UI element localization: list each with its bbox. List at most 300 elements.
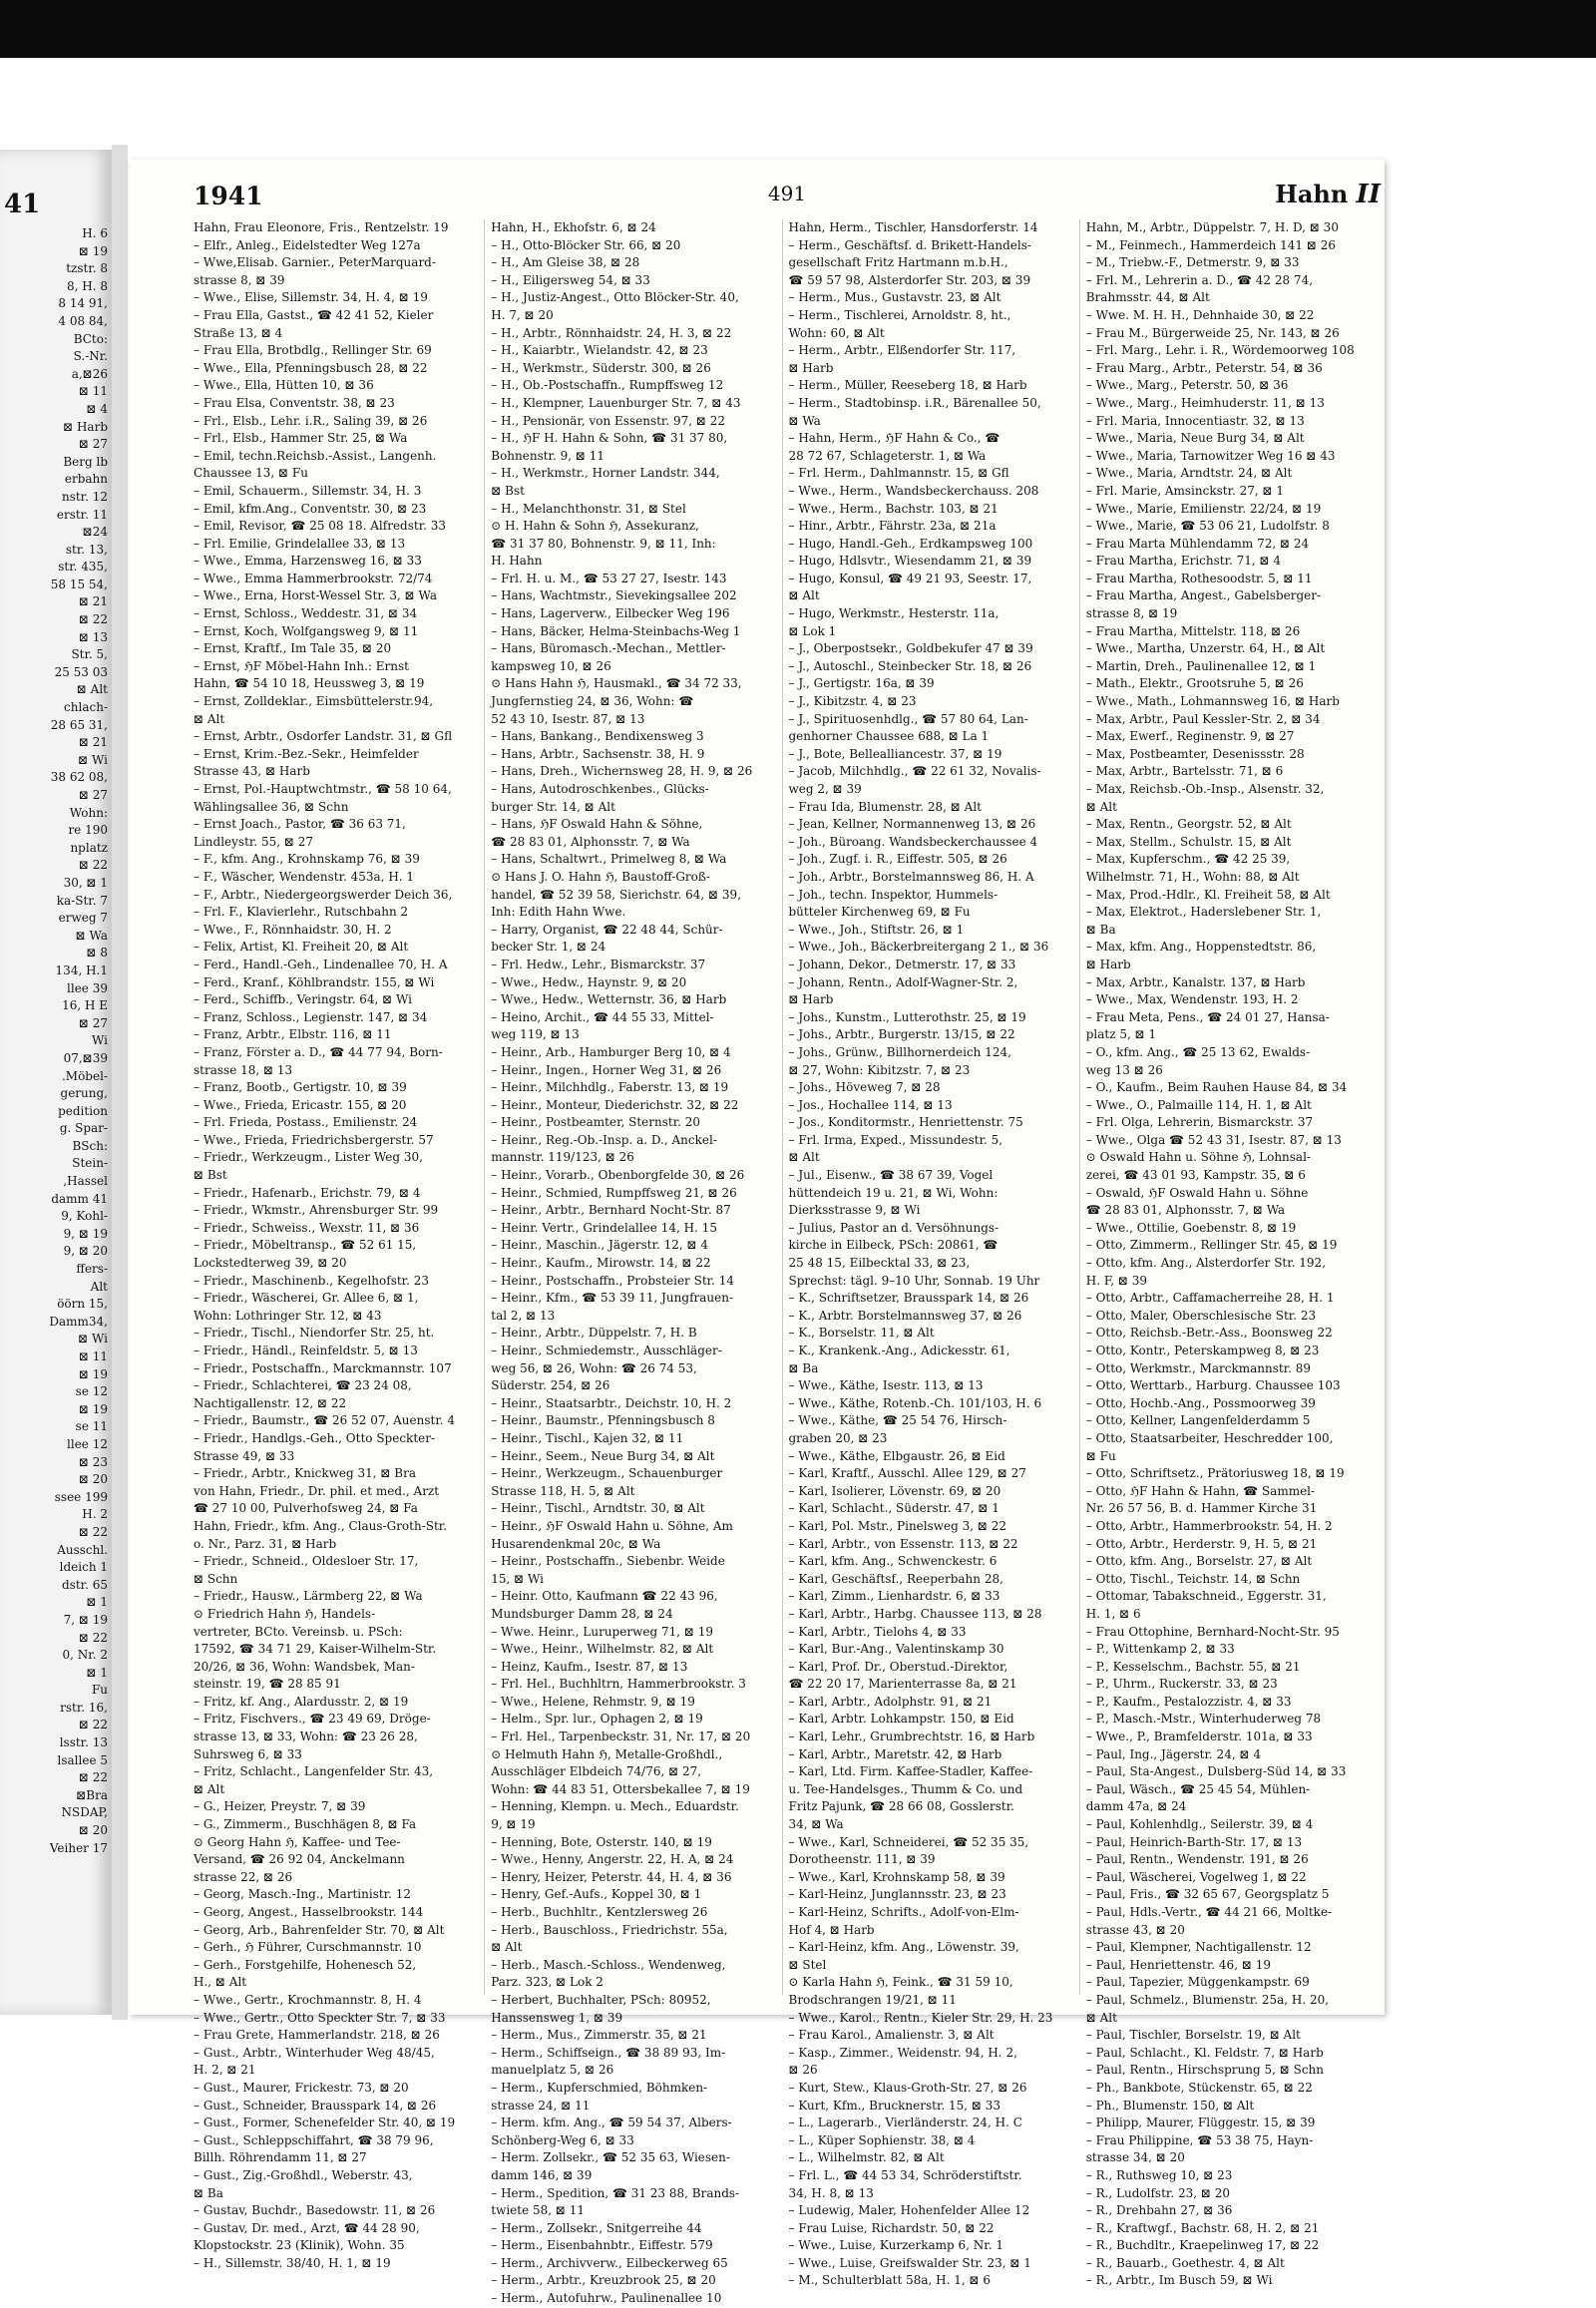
fragment-line: ⊠ Wa bbox=[75, 928, 108, 943]
directory-entry: – H., Klempner, Lauenburger Str. 7, ⊠ 43 bbox=[491, 395, 741, 410]
directory-entry: – Wwe,Elisab. Garnier., PeterMarquard- bbox=[194, 255, 436, 270]
directory-entry: – K., Schriftsetzer, Brausspark 14, ⊠ 26 bbox=[788, 1291, 1029, 1306]
directory-entry: – H., Kaiarbtr., Wielandstr. 42, ⊠ 23 bbox=[491, 343, 708, 358]
directory-entry: – Paul, Klempner, Nachtigallenstr. 12 bbox=[1085, 1940, 1312, 1955]
fragment-line: ⊠ 21 bbox=[78, 594, 108, 609]
header-year: 1941 bbox=[194, 182, 263, 210]
directory-entry: – Gust., Former, Schenefelder Str. 40, ⊠ 19 bbox=[194, 2116, 456, 2130]
fragment-line: NSDAP, bbox=[61, 1805, 108, 1820]
fragment-line: erstr. 11 bbox=[56, 507, 108, 522]
directory-entry: – Friedr., Möbeltransp., ☎ 52 61 15, bbox=[194, 1238, 417, 1253]
directory-entry: – Jos., Hochallee 114, ⊠ 13 bbox=[788, 1097, 953, 1112]
directory-entry: – Hans, Schaltwrt., Primelweg 8, ⊠ Wa bbox=[491, 852, 727, 867]
directory-entry: ⊠ 27, Wohn: Kibitzstr. 7, ⊠ 23 bbox=[788, 1062, 971, 1077]
directory-entry: – Hugo, Werkmstr., Hesterstr. 11a, bbox=[788, 606, 999, 621]
directory-entry: – Wwe., Frieda, Friedrichsbergerstr. 57 bbox=[194, 1132, 434, 1147]
directory-entry: zerei, ☎ 43 01 93, Kampstr. 35, ⊠ 6 bbox=[1085, 1168, 1306, 1183]
directory-entry: – Emil, techn.Reichsb.-Assist., Langenh. bbox=[194, 448, 437, 463]
directory-entry: Bohnenstr. 9, ⊠ 11 bbox=[491, 448, 605, 463]
directory-entry: ⊙ Friedrich Hahn ℌ, Handels- bbox=[194, 1606, 376, 1621]
fragment-line: ⊠ 1 bbox=[86, 1595, 108, 1610]
directory-entry: – Otto, kfm. Ang., Borselstr. 27, ⊠ Alt bbox=[1085, 1554, 1313, 1569]
directory-entry: – Friedr., Tischl., Niendorfer Str. 25, ht. bbox=[194, 1326, 435, 1341]
fragment-line: Ausschl. bbox=[57, 1542, 108, 1557]
directory-entry: ⊠ Ba bbox=[194, 2185, 223, 2200]
directory-entry: – Paul, Schlacht., Kl. Feldstr. 7, ⊠ Harb bbox=[1085, 2045, 1324, 2060]
directory-entry: ⊠ Wa bbox=[788, 413, 821, 428]
directory-entry: – Karl, Bur.-Ang., Valentinskamp 30 bbox=[788, 1642, 1004, 1657]
directory-entry: – Friedr., Postschaffn., Marckmannstr. 107 bbox=[194, 1360, 452, 1375]
directory-entry: – Otto, Reichsb.-Betr.-Ass., Boonsweg 22 bbox=[1085, 1326, 1333, 1341]
directory-entry: – Herm., Schiffseign., ☎ 38 89 93, Im- bbox=[491, 2045, 726, 2060]
directory-entry: – R., Ruthsweg 10, ⊠ 23 bbox=[1085, 2167, 1233, 2182]
directory-entry: twiete 58, ⊠ 11 bbox=[491, 2203, 586, 2218]
directory-entry: ⊠ Ba bbox=[1085, 922, 1116, 937]
directory-entry: – Heinr., Baumstr., Pfenningsbusch 8 bbox=[491, 1413, 715, 1428]
directory-entry: – Wwe., Marie, Emilienstr. 22/24, ⊠ 19 bbox=[1085, 501, 1322, 516]
directory-entry: – Wwe., Herm., Wandsbeckerchauss. 208 bbox=[788, 483, 1039, 498]
directory-entry: Hanssensweg 1, ⊠ 39 bbox=[491, 2010, 623, 2025]
directory-entry: – Wwe., Emma, Harzensweg 16, ⊠ 33 bbox=[194, 554, 422, 569]
directory-entry: ⊠ Alt bbox=[491, 1940, 523, 1955]
directory-entry: – Friedr., Arbtr., Knickweg 31, ⊠ Bra bbox=[194, 1466, 416, 1481]
directory-entry: – Herm., Tischlerei, Arnoldstr. 8, ht., bbox=[788, 307, 1011, 322]
directory-entry: – Wwe., Käthe, ☎ 25 54 76, Hirsch- bbox=[788, 1413, 1007, 1428]
directory-entry: – Hans, ℌF Oswald Hahn & Söhne, bbox=[491, 817, 703, 832]
directory-entry: – Frau M., Bürgerweide 25, Nr. 143, ⊠ 26 bbox=[1085, 325, 1340, 340]
directory-entry: – Wwe., Math., Lohmannsweg 16, ⊠ Harb bbox=[1085, 694, 1340, 709]
directory-entry: – Otto, Werttarb., Harburg. Chaussee 103 bbox=[1085, 1378, 1341, 1393]
directory-entry: – Wwe., Joh., Bäckerbreitergang 2 1., ⊠ 36 bbox=[788, 940, 1049, 955]
fragment-line: ⊠Bra bbox=[76, 1787, 108, 1802]
directory-entry: mannstr. 119/123, ⊠ 26 bbox=[491, 1150, 634, 1165]
directory-entry: – Frl. Marg., Lehr. i. R., Wördemoorweg 108 bbox=[1085, 343, 1355, 358]
previous-page-lines bbox=[0, 225, 112, 1857]
directory-entry: – R., Drehbahn 27, ⊠ 36 bbox=[1085, 2203, 1233, 2218]
directory-entry: ⊙ Karla Hahn ℌ, Feink., ☎ 31 59 10, bbox=[788, 1975, 1013, 1990]
directory-entry: – Max, Ewerf., Reginenstr. 9, ⊠ 27 bbox=[1085, 729, 1295, 744]
directory-entry: Hahn, Herm., Tischler, Hansdorferstr. 14 bbox=[788, 220, 1038, 234]
directory-entry: – Herm., Stadtobinsp. i.R., Bärenallee 50, bbox=[788, 395, 1041, 410]
directory-entry: – J., Spirituosenhdlg., ☎ 57 80 64, Lan- bbox=[788, 711, 1028, 726]
directory-entry: – P., Wittenkamp 2, ⊠ 33 bbox=[1085, 1642, 1235, 1657]
directory-entry: – Friedr., Schweiss., Wexstr. 11, ⊠ 36 bbox=[194, 1220, 420, 1235]
directory-entry: Hahn, ☎ 54 10 18, Heussweg 3, ⊠ 19 bbox=[194, 676, 425, 691]
directory-entry: ⊙ Helmuth Hahn ℌ, Metalle-Großhdl., bbox=[491, 1746, 723, 1761]
fragment-line: ⊠ 11 bbox=[78, 384, 108, 399]
directory-entry: – Wwe., Elise, Sillemstr. 34, H. 4, ⊠ 19 bbox=[194, 290, 428, 305]
directory-entry: – Wwe., Frieda, Ericastr. 155, ⊠ 20 bbox=[194, 1097, 407, 1112]
fragment-line: 16, H E bbox=[62, 998, 108, 1013]
directory-entry: Nr. 26 57 56, B. d. Hammer Kirche 31 bbox=[1085, 1501, 1318, 1516]
directory-entry: – Wwe., O., Palmaille 114, H. 1, ⊠ Alt bbox=[1085, 1097, 1312, 1112]
directory-entry: steinstr. 19, ☎ 28 85 91 bbox=[194, 1677, 341, 1692]
directory-entry: – Hinr., Arbtr., Fährstr. 23a, ⊠ 21a bbox=[788, 519, 997, 534]
directory-entry: ⊙ Oswald Hahn u. Söhne ℌ, Lohnsal- bbox=[1085, 1150, 1311, 1165]
directory-entry: – J., Oberpostsekr., Goldbekufer 47 ⊠ 39 bbox=[788, 641, 1033, 656]
fragment-line: ⊠ Alt bbox=[76, 682, 108, 697]
directory-entry: – Ernst, Schloss., Weddestr. 31, ⊠ 34 bbox=[194, 606, 418, 621]
fragment-line: ffers- bbox=[76, 1262, 108, 1277]
directory-entry: – Wwe., Heinr., Wilhelmstr. 82, ⊠ Alt bbox=[491, 1642, 714, 1657]
directory-entry: – Johs., Grünw., Billhornerdeich 124, bbox=[788, 1044, 1011, 1059]
directory-entry: – Herb., Masch.-Schloss., Wendenweg, bbox=[491, 1957, 726, 1972]
fragment-line: ⊠ 22 bbox=[78, 1630, 108, 1645]
directory-entry: – Wwe., Hedw., Wetternstr. 36, ⊠ Harb bbox=[491, 992, 727, 1007]
directory-entry: – M., Feinmech., Hammerdeich 141 ⊠ 26 bbox=[1085, 237, 1336, 252]
directory-entry: – Wwe., Ella, Hütten 10, ⊠ 36 bbox=[194, 378, 374, 393]
directory-entry: – Heinr., Arbtr., Düppelstr. 7, H. B bbox=[491, 1326, 697, 1341]
directory-entry: – Oswald, ℌF Oswald Hahn u. Söhne bbox=[1085, 1185, 1309, 1200]
directory-entry: H. Hahn bbox=[491, 554, 543, 569]
fragment-line: ⊠ 4 bbox=[86, 401, 108, 416]
directory-entry: – Friedr., Schlachterei, ☎ 23 24 08, bbox=[194, 1378, 412, 1393]
directory-entry: – Wwe., Karl, Krohnskamp 58, ⊠ 39 bbox=[788, 1869, 1005, 1884]
directory-entry: – Frau Luise, Richardstr. 50, ⊠ 22 bbox=[788, 2220, 995, 2235]
directory-entry: – Heinr., Kaufm., Mirowstr. 14, ⊠ 22 bbox=[491, 1256, 711, 1271]
directory-entry: – Karl, Ltd. Firm. Kaffee-Stadler, Kaffee- bbox=[788, 1764, 1033, 1779]
directory-entry: – Paul, Sta-Angest., Dulsberg-Süd 14, ⊠ 33 bbox=[1085, 1764, 1347, 1779]
directory-entry: – Philipp, Maurer, Flüggestr. 15, ⊠ 39 bbox=[1085, 2116, 1316, 2130]
directory-entry: ⊠ 26 bbox=[788, 2063, 818, 2078]
directory-entry: – Joh., Zugf. i. R., Eiffestr. 505, ⊠ 26 bbox=[788, 852, 1007, 867]
directory-entry: ⊠ Lok 1 bbox=[788, 623, 837, 638]
directory-entry: – Heinr., Seem., Neue Burg 34, ⊠ Alt bbox=[491, 1448, 715, 1463]
directory-entry: – Wwe., Gertr., Otto Speckter Str. 7, ⊠ 33 bbox=[194, 2010, 446, 2025]
column-2 bbox=[491, 219, 782, 2306]
directory-entry: strasse 8, ⊠ 19 bbox=[1085, 606, 1178, 621]
page-number: 491 bbox=[767, 182, 807, 205]
directory-entry: – Wwe., Martha, Unzerstr. 64, H., ⊠ Alt bbox=[1085, 641, 1326, 656]
directory-entry: – Herb., Buchhltr., Kentzlersweg 26 bbox=[491, 1905, 708, 1919]
directory-entry: – Wwe. Heinr., Luruperweg 71, ⊠ 19 bbox=[491, 1624, 713, 1639]
fragment-line: ⊠ Harb bbox=[63, 419, 108, 434]
directory-entry: – Franz, Förster a. D., ☎ 44 77 94, Born- bbox=[194, 1044, 443, 1059]
fragment-line: lsallee 5 bbox=[57, 1752, 108, 1767]
directory-entry: – Frau Philippine, ☎ 53 38 75, Hayn- bbox=[1085, 2132, 1314, 2147]
directory-entry: – Hans, Wachtmstr., Sievekingsallee 202 bbox=[491, 588, 737, 603]
directory-entry: Hahn, Frau Eleonore, Fris., Rentzelstr. 19 bbox=[194, 220, 449, 234]
directory-entry: ⊙ H. Hahn & Sohn ℌ, Assekuranz, bbox=[491, 519, 699, 534]
directory-entry: ☎ 22 20 17, Marienterrasse 8a, ⊠ 21 bbox=[788, 1677, 1017, 1692]
directory-entry: – Friedr., Wkmstr., Ahrensburger Str. 99 bbox=[194, 1203, 439, 1218]
directory-entry: – Hans, Bäcker, Helma-Steinbachs-Weg 1 bbox=[491, 623, 741, 638]
directory-entry: weg 119, ⊠ 13 bbox=[491, 1027, 580, 1042]
directory-entry: – Heinr., Milchhdlg., Faberstr. 13, ⊠ 19 bbox=[491, 1080, 729, 1095]
previous-page-year-fragment: 41 bbox=[4, 190, 41, 219]
fragment-line: erweg 7 bbox=[58, 911, 108, 926]
directory-entry: – H., Werkmstr., Horner Landstr. 344, bbox=[491, 466, 720, 481]
directory-entry: ☎ 28 83 01, Alphonsstr. 7, ⊠ Wa bbox=[491, 834, 690, 849]
directory-entry: – M., Schulterblatt 58a, H. 1, ⊠ 6 bbox=[788, 2273, 991, 2288]
fragment-line: ⊠ 1 bbox=[86, 1665, 108, 1680]
directory-entry: – Helm., Spr. lur., Ophagen 2, ⊠ 19 bbox=[491, 1712, 703, 1727]
directory-entry: – Hugo, Handl.-Geh., Erdkampsweg 100 bbox=[788, 536, 1033, 551]
directory-entry: 25 48 15, Eilbecktal 33, ⊠ 23, bbox=[788, 1256, 971, 1271]
directory-entry: – P., Masch.-Mstr., Winterhuderweg 78 bbox=[1085, 1712, 1322, 1727]
fragment-line: 07,⊠39 bbox=[63, 1050, 108, 1065]
directory-entry: – Karl, Kraftf., Ausschl. Allee 129, ⊠ 27 bbox=[788, 1466, 1026, 1481]
directory-entry: – Gust., Maurer, Frickestr. 73, ⊠ 20 bbox=[194, 2080, 409, 2095]
directory-entry: – Herm. Zollsekr., ☎ 52 35 63, Wiesen- bbox=[491, 2150, 730, 2165]
directory-entry: – Karl, Arbtr., Tielohs 4, ⊠ 33 bbox=[788, 1624, 967, 1639]
directory-entry: – Frl. L., ☎ 44 53 34, Schröderstiftstr. bbox=[788, 2167, 1022, 2182]
directory-entry: – Frau Ottophine, Bernhard-Nocht-Str. 95 bbox=[1085, 1624, 1340, 1639]
directory-entry: – H., Eiligersweg 54, ⊠ 33 bbox=[491, 272, 650, 287]
directory-entry: ⊙ Georg Hahn ℌ, Kaffee- und Tee- bbox=[194, 1834, 401, 1849]
directory-entry: – Frl. Marie, Amsinckstr. 27, ⊠ 1 bbox=[1085, 483, 1285, 498]
directory-entry: – Ottomar, Tabakschneid., Eggerstr. 31, bbox=[1085, 1589, 1327, 1604]
directory-entry: – Paul, Rentn., Hirschsprung 5, ⊠ Schn bbox=[1085, 2063, 1325, 2078]
directory-entry: – Frl. Hel., Tarpenbeckstr. 31, Nr. 17, ⊠ 20 bbox=[491, 1730, 751, 1744]
fragment-line: Fu bbox=[91, 1683, 108, 1698]
directory-entry: – Heinr. Otto, Kaufmann ☎ 22 43 96, bbox=[491, 1589, 718, 1604]
fragment-line: a,⊠26 bbox=[71, 366, 108, 381]
directory-entry: – Wwe., Karl, Schneiderei, ☎ 52 35 35, bbox=[788, 1834, 1029, 1849]
directory-entry: – Herm., Müller, Reeseberg 18, ⊠ Harb bbox=[788, 378, 1027, 393]
fragment-line: gerung, bbox=[60, 1086, 108, 1101]
directory-entry: manuelplatz 5, ⊠ 26 bbox=[491, 2063, 614, 2078]
directory-entry: – H., Melanchthonstr. 31, ⊠ Stel bbox=[491, 501, 686, 516]
directory-entry: – Hugo, Hdlsvtr., Wiesendamm 21, ⊠ 39 bbox=[788, 554, 1032, 569]
directory-entry: ⊙ Hans Hahn ℌ, Hausmakl., ☎ 34 72 33, bbox=[491, 676, 742, 691]
directory-entry: – Henry, Gef.-Aufs., Koppel 30, ⊠ 1 bbox=[491, 1887, 702, 1902]
directory-entry: – Henry, Heizer, Peterstr. 44, H. 4, ⊠ 36 bbox=[491, 1869, 732, 1884]
directory-entry: ⊠ Alt bbox=[194, 711, 225, 726]
directory-entry: – Fritz, kf. Ang., Alardusstr. 2, ⊠ 19 bbox=[194, 1694, 409, 1709]
fragment-line: ⊠ 8 bbox=[86, 946, 108, 961]
directory-entry: – Otto, Schriftsetz., Prätoriusweg 18, ⊠ 19 bbox=[1085, 1466, 1345, 1481]
directory-entry: von Hahn, Friedr., Dr. phil. et med., Arzt bbox=[194, 1483, 440, 1498]
directory-entry: – Julius, Pastor an d. Versöhnungs- bbox=[788, 1220, 999, 1235]
directory-entry: – Otto, Zimmerm., Rellinger Str. 45, ⊠ 19 bbox=[1085, 1238, 1338, 1253]
directory-entry: 28 72 67, Schlageterstr. 1, ⊠ Wa bbox=[788, 448, 987, 463]
directory-entry: – O., kfm. Ang., ☎ 25 13 62, Ewalds- bbox=[1085, 1044, 1311, 1059]
directory-entry: ⊠ Alt bbox=[1085, 799, 1117, 814]
directory-entry: – Paul, Kohlenhdlg., Seilerstr. 39, ⊠ 4 bbox=[1085, 1817, 1314, 1832]
directory-entry: weg 56, ⊠ 26, Wohn: ☎ 26 74 53, bbox=[491, 1360, 697, 1375]
previous-page-fragment bbox=[0, 150, 115, 2015]
directory-entry: Straße 13, ⊠ 4 bbox=[194, 325, 283, 340]
directory-entry: – Max, Prod.-Hdlr., Kl. Freiheit 58, ⊠ Alt bbox=[1085, 887, 1331, 902]
directory-entry: ⊠ Stel bbox=[788, 1957, 827, 1972]
directory-entry: – Frl. Emilie, Grindelallee 33, ⊠ 13 bbox=[194, 536, 406, 551]
directory-entry: – Gustav, Buchdr., Basedowstr. 11, ⊠ 26 bbox=[194, 2203, 436, 2218]
directory-entry: Hof 4, ⊠ Harb bbox=[788, 1922, 875, 1937]
directory-entry: – Hans, Dreh., Wichernsweg 28, H. 9, ⊠ 26 bbox=[491, 764, 753, 779]
directory-entry: – Wwe., Ottilie, Goebenstr. 8, ⊠ 19 bbox=[1085, 1220, 1297, 1235]
directory-entry: – Frl. F., Klavierlehr., Rutschbahn 2 bbox=[194, 905, 409, 920]
directory-entry: – Karl, Zimm., Lienhardstr. 6, ⊠ 33 bbox=[788, 1589, 1000, 1604]
directory-entry: – R., Arbtr., Im Busch 59, ⊠ Wi bbox=[1085, 2273, 1273, 2288]
directory-entry: – L., Wilhelmstr. 82, ⊠ Alt bbox=[788, 2150, 945, 2165]
fragment-line: 9, ⊠ 19 bbox=[63, 1226, 108, 1241]
directory-entry: – Wwe., Erna, Horst-Wessel Str. 3, ⊠ Wa bbox=[194, 588, 437, 603]
fragment-line: llee 39 bbox=[67, 980, 108, 995]
directory-entry: kirche in Eilbeck, PSch: 20861, ☎ bbox=[788, 1238, 998, 1253]
directory-entry: – Max, Postbeamter, Desenissstr. 28 bbox=[1085, 746, 1305, 761]
directory-entry: – Heinr., Vorarb., Obenborgfelde 30, ⊠ 26 bbox=[491, 1168, 745, 1183]
directory-entry: – Heinr., Staatsarbtr., Deichstr. 10, H. 2 bbox=[491, 1395, 732, 1410]
directory-entry: – Herbert, Buchhalter, PSch: 80952, bbox=[491, 1992, 711, 2007]
directory-entry: Husarendenkmal 20c, ⊠ Wa bbox=[491, 1536, 661, 1551]
directory-entry: – Herm., Zollsekr., Snitgerreihe 44 bbox=[491, 2220, 702, 2235]
directory-entry: – Karl, Lehr., Grumbrechtstr. 16, ⊠ Harb bbox=[788, 1730, 1035, 1744]
directory-entry: H. 7, ⊠ 20 bbox=[491, 307, 554, 322]
directory-entry: – Heinz, Kaufm., Isestr. 87, ⊠ 13 bbox=[491, 1659, 688, 1674]
directory-entry: – Max, Arbtr., Bartelsstr. 71, ⊠ 6 bbox=[1085, 764, 1284, 779]
directory-entry: weg 2, ⊠ 39 bbox=[788, 782, 862, 796]
directory-entry: ☎ 28 83 01, Alphonsstr. 7, ⊠ Wa bbox=[1085, 1203, 1286, 1218]
directory-entry: – Karl, Arbtr. Lohkampstr. 150, ⊠ Eid bbox=[788, 1712, 1014, 1727]
directory-entry: – Ernst, Pol.-Hauptwchtmstr., ☎ 58 10 64, bbox=[194, 782, 452, 796]
directory-entry: platz 5, ⊠ 1 bbox=[1085, 1027, 1157, 1042]
directory-entry: – Frau Martha, Angest., Gabelsberger- bbox=[1085, 588, 1322, 603]
directory-entry: – Gust., Zig.-Großhdl., Weberstr. 43, bbox=[194, 2167, 413, 2182]
directory-entry: ⊠ Harb bbox=[788, 360, 834, 375]
fragment-line: 7, ⊠ 19 bbox=[63, 1612, 108, 1627]
directory-entry: – Johann, Rentn., Adolf-Wagner-Str. 2, bbox=[788, 974, 1018, 989]
fragment-line: BCto: bbox=[73, 331, 108, 346]
directory-entry: – Friedr., Schneid., Oldesloer Str. 17, bbox=[194, 1554, 419, 1569]
directory-entry: – Martin, Dreh., Paulinenallee 12, ⊠ 1 bbox=[1085, 658, 1317, 673]
directory-entry: – Emil, Schauerm., Sillemstr. 34, H. 3 bbox=[194, 483, 422, 498]
fragment-line: ⊠ 19 bbox=[78, 1401, 108, 1416]
directory-entry: Wählingsallee 36, ⊠ Schn bbox=[194, 799, 349, 814]
directory-entry: – Franz, Schloss., Legienstr. 147, ⊠ 34 bbox=[194, 1009, 428, 1024]
fragment-line: re 190 bbox=[68, 823, 108, 838]
directory-entry: – Heinr., Arbtr., Bernhard Nocht-Str. 87 bbox=[491, 1203, 731, 1218]
fragment-line: 0, Nr. 2 bbox=[62, 1648, 108, 1663]
directory-entry: Schönberg-Weg 6, ⊠ 33 bbox=[491, 2132, 634, 2147]
fragment-line: ldeich 1 bbox=[59, 1560, 108, 1575]
fragment-line: 25 53 03 bbox=[54, 664, 108, 679]
directory-entry: – Franz, Bootb., Gertigstr. 10, ⊠ 39 bbox=[194, 1080, 407, 1095]
directory-entry: – Wwe., Maria, Arndtstr. 24, ⊠ Alt bbox=[1085, 466, 1293, 481]
directory-entry: – Harry, Organist, ☎ 22 48 44, Schür- bbox=[491, 922, 723, 937]
directory-entry: – Wwe., Joh., Stiftstr. 26, ⊠ 1 bbox=[788, 922, 965, 937]
directory-entry: – Frl., Elsb., Hammer Str. 25, ⊠ Wa bbox=[194, 431, 408, 446]
directory-entry: ⊠ Alt bbox=[1085, 2010, 1117, 2025]
directory-entry: – Heinr., Schmiedemstr., Ausschläger- bbox=[491, 1344, 722, 1357]
directory-entry: – Karl, Pol. Mstr., Pinelsweg 3, ⊠ 22 bbox=[788, 1518, 1007, 1533]
directory-entry: – Karl, kfm. Ang., Schwenckestr. 6 bbox=[788, 1554, 998, 1569]
directory-entry: – Wwe., Herm., Bachstr. 103, ⊠ 21 bbox=[788, 501, 998, 516]
directory-entry: ⊠ Bst bbox=[491, 483, 525, 498]
directory-entry: – Wwe., Hedw., Haynstr. 9, ⊠ 20 bbox=[491, 974, 687, 989]
directory-page bbox=[130, 160, 1385, 2306]
directory-entry: Brahmsstr. 44, ⊠ Alt bbox=[1085, 290, 1210, 305]
directory-entry: – Otto, Maler, Oberschlesische Str. 23 bbox=[1085, 1308, 1317, 1323]
directory-entry: – H., Arbtr., Rönnhaidstr. 24, H. 3, ⊠ 22 bbox=[491, 325, 732, 340]
directory-entry: – Frl. Hel., Buchhltrn, Hammerbrookstr. 3 bbox=[491, 1677, 746, 1692]
directory-entry: Wohn: 60, ⊠ Alt bbox=[788, 325, 885, 340]
directory-entry: – Karl, Schlacht., Süderstr. 47, ⊠ 1 bbox=[788, 1501, 999, 1516]
directory-entry: – Math., Elektr., Grootsruhe 5, ⊠ 26 bbox=[1085, 676, 1304, 691]
fragment-line: chlach- bbox=[64, 700, 108, 715]
fragment-line: nplatz bbox=[70, 840, 108, 855]
directory-entry: – Max, Rentn., Georgstr. 52, ⊠ Alt bbox=[1085, 817, 1292, 832]
directory-entry: – Hans, Büromasch.-Mechan., Mettler- bbox=[491, 641, 726, 656]
fragment-line: ⊠ 22 bbox=[78, 858, 108, 873]
directory-entry: – Heinr., ℌF Oswald Hahn u. Söhne, Am bbox=[491, 1518, 733, 1533]
directory-entry: – Friedr., Maschinenb., Kegelhofstr. 23 bbox=[194, 1273, 429, 1288]
directory-entry: – Jos., Konditormstr., Henriettenstr. 75 bbox=[788, 1115, 1023, 1130]
directory-entry: – Elfr., Anleg., Eidelstedter Weg 127a bbox=[194, 237, 421, 252]
directory-entry: – Frau Ella, Brotbdlg., Rellinger Str. 69 bbox=[194, 343, 432, 358]
directory-entry: – Heinr., Maschin., Jägerstr. 12, ⊠ 4 bbox=[491, 1238, 709, 1253]
fragment-line: erbahn bbox=[64, 472, 108, 487]
directory-entry: – Otto, Hochb.-Ang., Possmoorweg 39 bbox=[1085, 1395, 1316, 1410]
directory-entry: – Herm., Eisenbahnbtr., Eiffestr. 579 bbox=[491, 2238, 713, 2253]
directory-entry: – K., Arbtr. Borstelmannsweg 37, ⊠ 26 bbox=[788, 1308, 1022, 1323]
directory-entry: – Karl, Arbtr., von Essenstr. 113, ⊠ 22 bbox=[788, 1536, 1018, 1551]
directory-entry: weg 13 ⊠ 26 bbox=[1085, 1062, 1163, 1077]
fragment-line: ⊠ Wi bbox=[78, 1332, 108, 1346]
fragment-line: H. 2 bbox=[82, 1507, 108, 1522]
fragment-line: 4 08 84, bbox=[58, 313, 108, 328]
directory-entry: – Herm., Geschäftsf. d. Brikett-Handels- bbox=[788, 237, 1031, 252]
directory-entry: – Hugo, Konsul, ☎ 49 21 93, Seestr. 17, bbox=[788, 571, 1032, 585]
directory-entry: – Joh., Arbtr., Borstelmannsweg 86, H. A bbox=[788, 869, 1034, 884]
directory-entry: – Herm., Spedition, ☎ 31 23 88, Brands- bbox=[491, 2185, 740, 2200]
fragment-line: nstr. 12 bbox=[61, 489, 108, 504]
directory-entry: – Emil, Revisor, ☎ 25 08 18. Alfredstr. 33 bbox=[194, 519, 447, 534]
directory-entry: ⊠ Alt bbox=[788, 588, 820, 603]
directory-entry: – F., Arbtr., Niedergeorgswerder Deich 36, bbox=[194, 887, 453, 902]
directory-entry: – F., kfm. Ang., Krohnskamp 76, ⊠ 39 bbox=[194, 852, 420, 867]
fragment-line: 8, H. 8 bbox=[67, 278, 108, 293]
directory-entry: Brodschrangen 19/21, ⊠ 11 bbox=[788, 1992, 957, 2007]
directory-entry: Billh. Röhrendamm 11, ⊠ 27 bbox=[194, 2150, 367, 2165]
directory-entry: – Otto, kfm. Ang., Alsterdorfer Str. 192, bbox=[1085, 1256, 1327, 1271]
directory-entry: damm 47a, ⊠ 24 bbox=[1085, 1799, 1187, 1814]
column-4 bbox=[1085, 219, 1377, 2288]
directory-entry: 52 43 10, Isestr. 87, ⊠ 13 bbox=[491, 711, 645, 726]
fragment-line: 28 65 31, bbox=[50, 717, 108, 732]
directory-entry: – Frl. Frieda, Postass., Emilienstr. 24 bbox=[194, 1115, 418, 1130]
directory-entry: Fritz Pajunk, ☎ 28 66 08, Gosslerstr. bbox=[788, 1799, 1014, 1814]
directory-entry: – Wwe., Ella, Pfenningsbusch 28, ⊠ 22 bbox=[194, 360, 428, 375]
directory-entry: – M., Triebw.-F., Detmerstr. 9, ⊠ 33 bbox=[1085, 255, 1300, 270]
directory-entry: – Wwe., Emma Hammerbrookstr. 72/74 bbox=[194, 571, 433, 585]
fragment-line: ,Hassel bbox=[63, 1174, 108, 1189]
directory-entry: u. Tee-Handelsges., Thumm & Co. und bbox=[788, 1781, 1023, 1796]
fragment-line: ssee 199 bbox=[54, 1489, 108, 1504]
directory-entry: Chaussee 13, ⊠ Fu bbox=[194, 466, 308, 481]
directory-entry: – Frl. Herm., Dahlmannstr. 15, ⊠ Gfl bbox=[788, 466, 1009, 481]
directory-entry: – G., Zimmerm., Buschhägen 8, ⊠ Fa bbox=[194, 1817, 417, 1832]
directory-entry: ⊠ Schn bbox=[194, 1571, 238, 1586]
fragment-line: 58 15 54, bbox=[50, 577, 108, 591]
directory-entry: Klopstockstr. 23 (Klinik), Wohn. 35 bbox=[194, 2238, 405, 2253]
directory-entry: – Ernst, Zolldeklar., Eimsbüttelerstr.94, bbox=[194, 694, 434, 709]
directory-entry: – Frau Elsa, Conventstr. 38, ⊠ 23 bbox=[194, 395, 395, 410]
directory-entry: – Otto, Werkmstr., Marckmannstr. 89 bbox=[1085, 1360, 1312, 1375]
directory-entry: – Ernst, Koch, Wolfgangsweg 9, ⊠ 11 bbox=[194, 623, 419, 638]
fragment-line: ⊠ 22 bbox=[78, 1718, 108, 1732]
fragment-line: pedition bbox=[58, 1103, 108, 1118]
directory-entry: – Hans, Autodroschkenbes., Glücks- bbox=[491, 782, 709, 796]
directory-entry: – H., Justiz-Angest., Otto Blöcker-Str. 40, bbox=[491, 290, 739, 305]
directory-entry: Strasse 118, H. 5, ⊠ Alt bbox=[491, 1483, 635, 1498]
directory-entry: – Friedr., Handlgs.-Geh., Otto Speckter- bbox=[194, 1430, 436, 1445]
directory-entry: – H., Otto-Blöcker Str. 66, ⊠ 20 bbox=[491, 237, 681, 252]
directory-entry: – P., Uhrm., Ruckerstr. 33, ⊠ 23 bbox=[1085, 1677, 1278, 1692]
fragment-line: lsstr. 13 bbox=[59, 1735, 108, 1750]
directory-entry: – Herm., Kupferschmied, Böhmken- bbox=[491, 2080, 708, 2095]
fragment-line: ⊠ 21 bbox=[78, 735, 108, 750]
